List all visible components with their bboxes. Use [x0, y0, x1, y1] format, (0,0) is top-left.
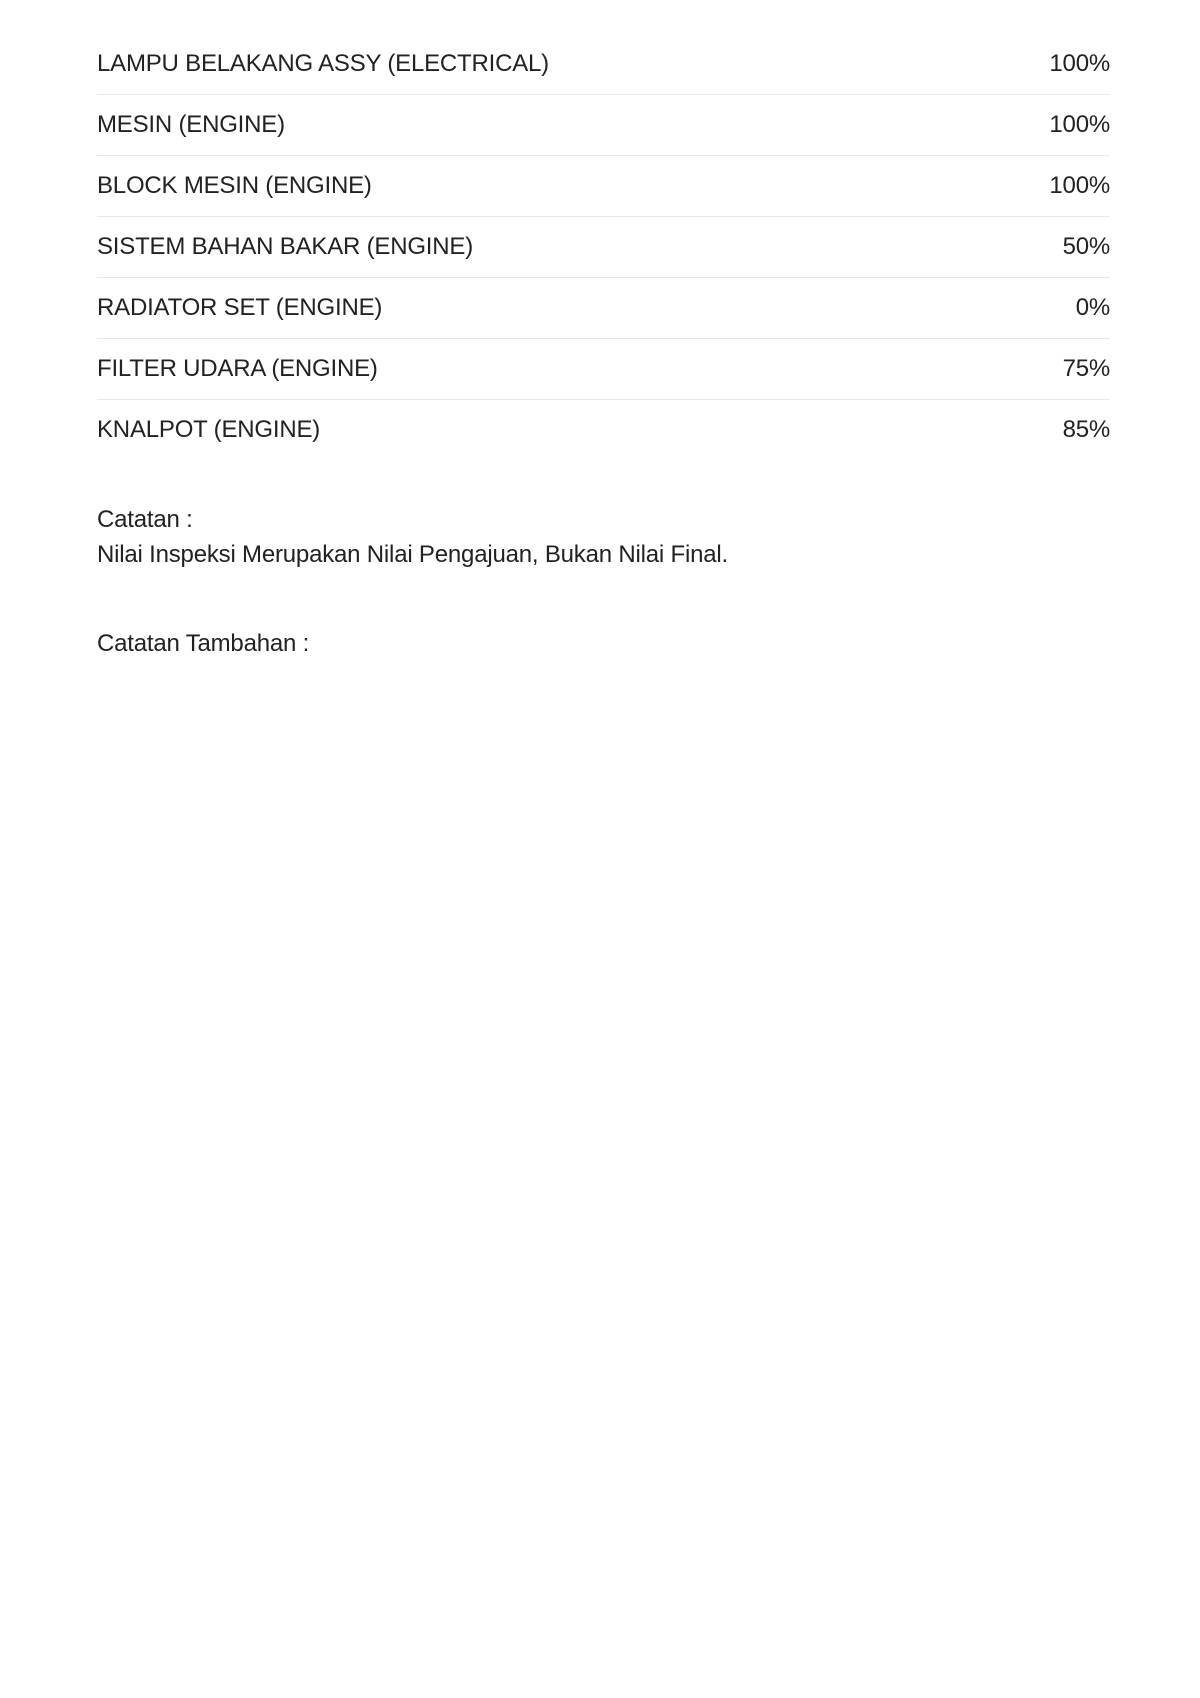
inspection-row — [97, 400, 1110, 460]
additional-notes-section — [97, 626, 1110, 661]
inspection-item-label: FILTER UDARA (ENGINE) — [97, 355, 378, 382]
additional-notes-heading: Catatan Tambahan : — [97, 630, 310, 657]
inspection-item-value: 50% — [1062, 233, 1110, 260]
inspection-report-page — [97, 34, 1110, 661]
inspection-row — [97, 156, 1110, 217]
inspection-item-value: 75% — [1062, 355, 1110, 382]
inspection-item-label: KNALPOT (ENGINE) — [97, 416, 321, 443]
inspection-list — [97, 34, 1110, 460]
inspection-item-value: 100% — [1049, 111, 1110, 138]
inspection-item-label: LAMPU BELAKANG ASSY (ELECTRICAL) — [97, 50, 549, 77]
inspection-item-label: BLOCK MESIN (ENGINE) — [97, 172, 372, 199]
inspection-item-value: 100% — [1049, 172, 1110, 199]
inspection-row — [97, 339, 1110, 400]
inspection-row — [97, 95, 1110, 156]
notes-heading: Catatan : — [97, 506, 193, 533]
inspection-item-label: SISTEM BAHAN BAKAR (ENGINE) — [97, 233, 473, 260]
inspection-item-label: MESIN (ENGINE) — [97, 111, 285, 138]
inspection-row — [97, 278, 1110, 339]
inspection-item-value: 100% — [1049, 50, 1110, 77]
inspection-item-value: 0% — [1075, 294, 1110, 321]
inspection-item-label: RADIATOR SET (ENGINE) — [97, 294, 383, 321]
inspection-item-value: 85% — [1062, 416, 1110, 443]
inspection-row — [97, 217, 1110, 278]
inspection-row — [97, 34, 1110, 95]
notes-text: Nilai Inspeksi Merupakan Nilai Pengajuan, Bukan Nilai Final. — [97, 541, 728, 568]
notes-section — [97, 502, 1110, 572]
